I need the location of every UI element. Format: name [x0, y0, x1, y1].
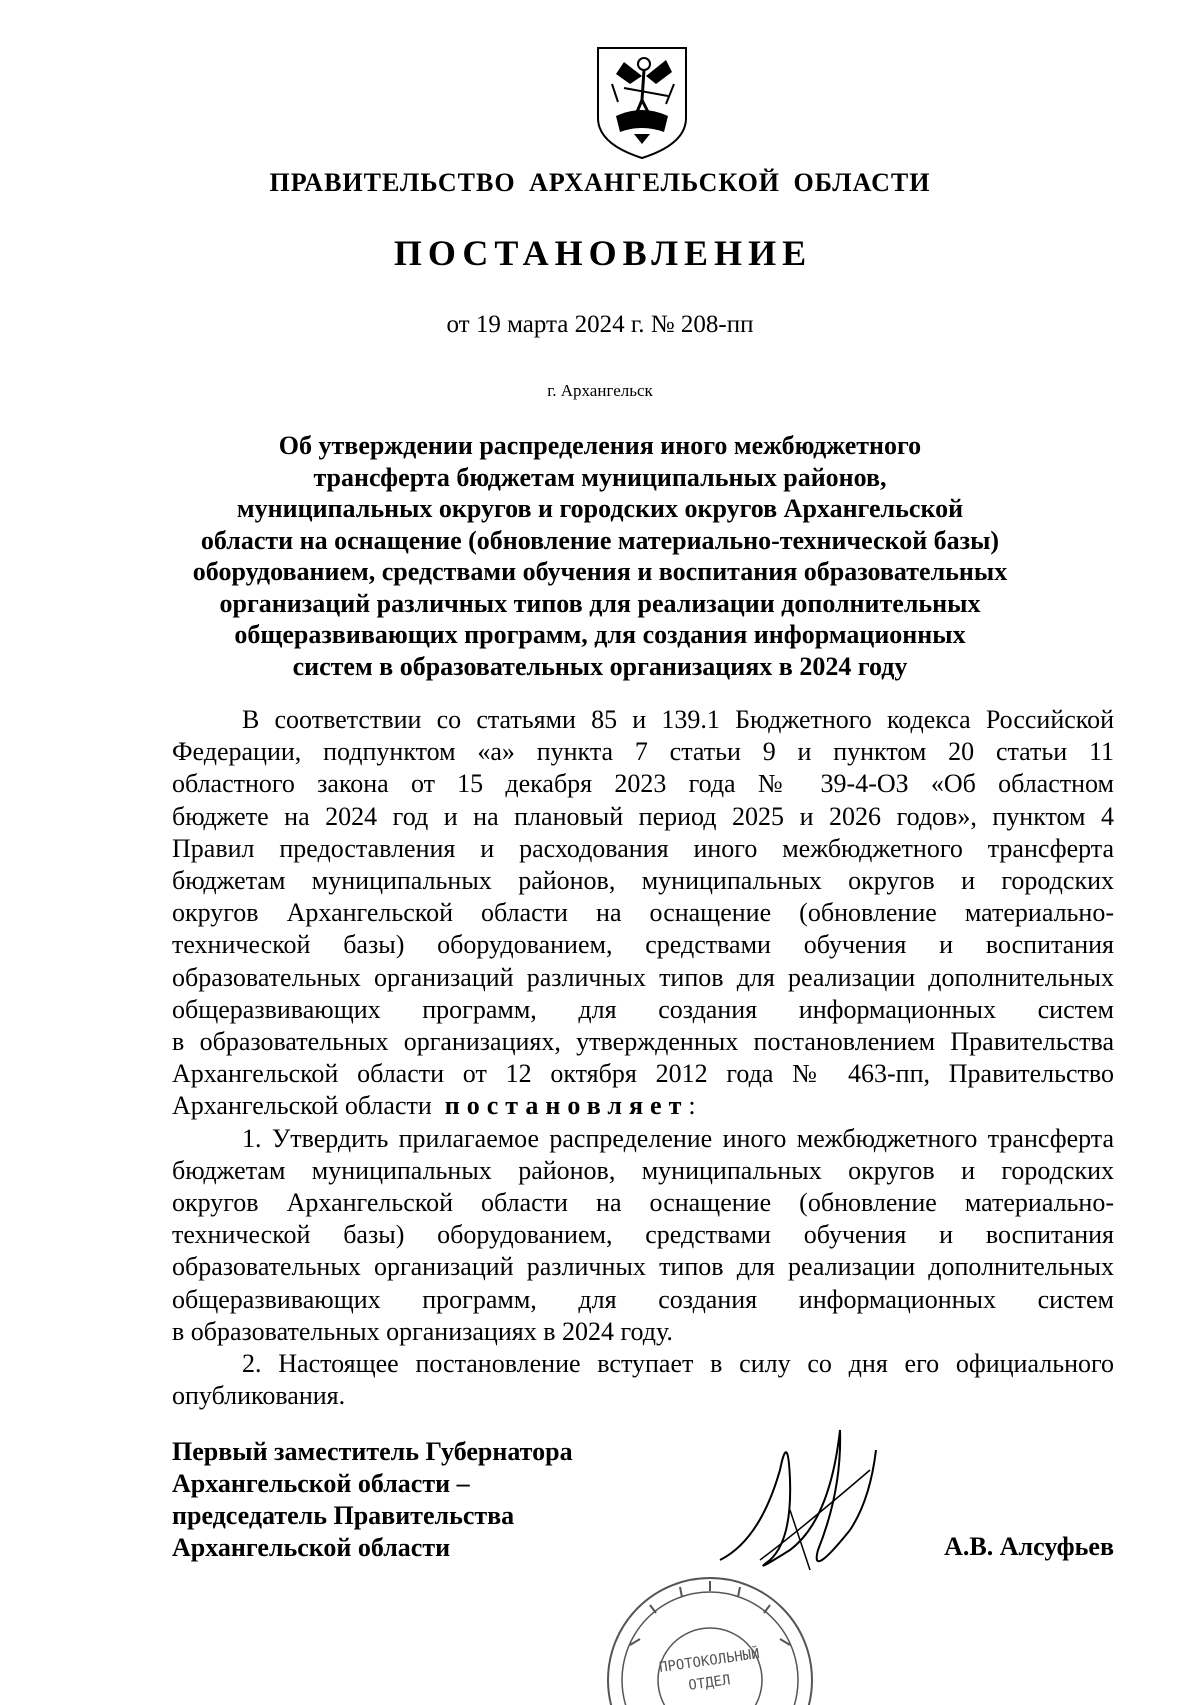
title-line: Об утверждении распределения иного межбюджетного — [278, 431, 922, 460]
signer-position — [172, 1436, 573, 1564]
body-line: Федерации, подпунктом «а» пункта 7 статьи 9 и пунктом 20 статьи 11 — [172, 737, 1114, 767]
title-line: муниципальных округов и городских округов Архангельской — [236, 494, 964, 523]
document-date-number: от 19 марта 2024 г. № 208-пп — [446, 311, 754, 338]
signer-name: А.В. Алсуфьев — [944, 1532, 1114, 1561]
document-city: г. Архангельск — [547, 381, 653, 400]
title-line: области на оснащение (обновление материально-технической базы) — [200, 525, 1000, 555]
resolve-suffix: : — [688, 1091, 696, 1121]
body-line: Архангельской области от 12 октября 2012 года № 463-пп, Правительство — [172, 1059, 1114, 1089]
document-type-heading: ПОСТАНОВЛЕНИЕ — [393, 233, 813, 273]
body-line: образовательных организаций различных типов для реализации дополнительных — [172, 1252, 1114, 1282]
signer-position-line: Первый заместитель Губернатора — [172, 1437, 573, 1466]
signer-position-line: Архангельской области — [172, 1533, 451, 1562]
body-line: областного закона от 15 декабря 2023 года № 39-4-ОЗ «Об областном — [172, 769, 1114, 799]
document-body — [172, 704, 1114, 1412]
resolve-keyword: постановляет — [444, 1091, 689, 1121]
resolve-line — [172, 1090, 1114, 1122]
document-title — [170, 430, 1030, 682]
body-line: технической базы) оборудованием, средствами обучения и воспитания — [172, 930, 1114, 960]
stamp-text-line: ПРОТОКОЛЬНЫЙ — [658, 1646, 761, 1677]
signer-position-line: Архангельской области – — [172, 1469, 470, 1498]
body-line: технической базы) оборудованием, средствами обучения и воспитания — [172, 1220, 1114, 1250]
body-line: 1. Утвердить прилагаемое распределение иного межбюджетного трансферта — [242, 1123, 1114, 1153]
stamp-text-line: ОТДЕЛ — [687, 1672, 732, 1694]
body-line: образовательных организаций различных типов для реализации дополнительных — [172, 962, 1114, 992]
signer-position-line: председатель Правительства — [172, 1501, 515, 1530]
title-line: систем в образовательных организациях в 2024 году — [292, 651, 908, 681]
body-line: округов Архангельской области на оснащение (обновление материально- — [172, 1188, 1114, 1218]
body-line: Правил предоставления и расходования иного межбюджетного трансферта — [172, 833, 1114, 863]
body-line: бюджетам муниципальных районов, муниципальных округов и городских — [172, 1155, 1114, 1185]
body-line: В соответствии со статьями 85 и 139.1 Бюджетного кодекса Российской — [242, 705, 1114, 734]
resolve-prefix: Архангельской области — [172, 1091, 432, 1121]
title-line: организаций различных типов для реализации дополнительных — [219, 588, 981, 618]
preamble-paragraph — [172, 704, 1114, 1123]
government-name: ПРАВИТЕЛЬСТВО АРХАНГЕЛЬСКОЙ ОБЛАСТИ — [269, 168, 931, 197]
body-line: бюджете на 2024 год и на плановый период 2025 и 2026 годов», пунктом 4 — [172, 801, 1114, 831]
body-line: бюджетам муниципальных районов, муниципальных округов и городских — [172, 866, 1114, 896]
body-line: общеразвивающих программ, для создания информационных систем — [172, 994, 1114, 1024]
protocol-department-stamp — [600, 1565, 820, 1705]
body-line: опубликования. — [172, 1381, 346, 1411]
coat-of-arms-emblem — [594, 44, 690, 162]
body-line: общеразвивающих программ, для создания информационных систем — [172, 1284, 1114, 1314]
body-line: округов Архангельской области на оснащение (обновление материально- — [172, 898, 1114, 928]
body-line: 2. Настоящее постановление вступает в силу со дня его официального — [242, 1349, 1114, 1379]
body-line: в образовательных организациях в 2024 году. — [172, 1316, 673, 1346]
item-1-paragraph — [172, 1123, 1114, 1348]
title-line: общеразвивающих программ, для создания информационных — [234, 620, 966, 649]
title-line: трансферта бюджетам муниципальных районов, — [313, 462, 887, 492]
title-line: оборудованием, средствами обучения и воспитания образовательных — [192, 557, 1008, 586]
item-2-paragraph — [172, 1348, 1114, 1412]
body-line: в образовательных организациях, утвержденных постановлением Правительства — [172, 1027, 1114, 1057]
